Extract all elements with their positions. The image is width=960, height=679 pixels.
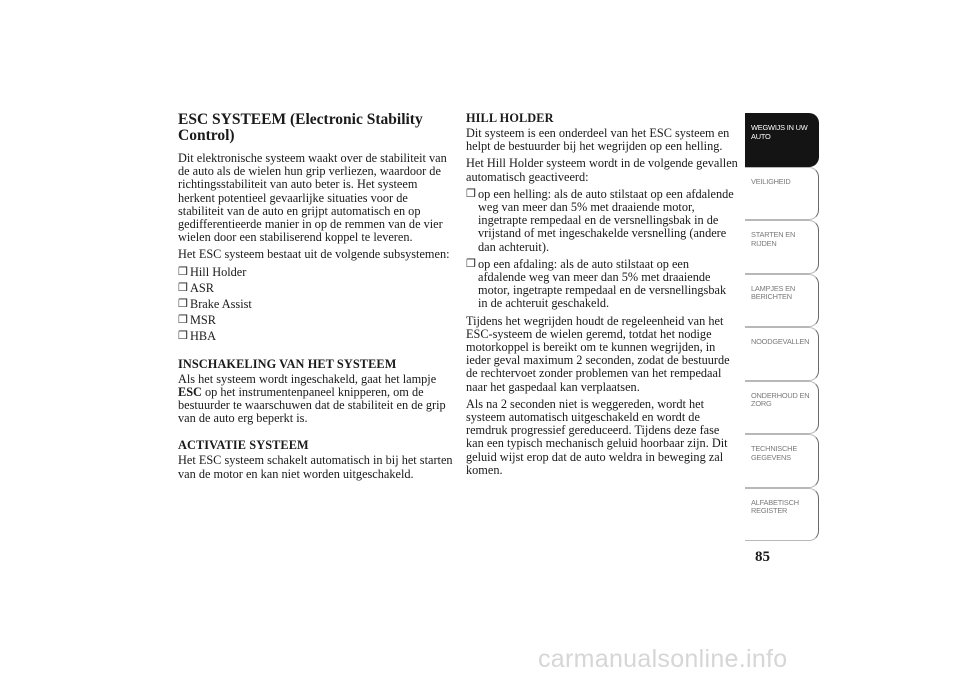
watermark: carmanualsonline.info	[538, 645, 788, 673]
checkbox-bullet-icon: ❒	[466, 257, 476, 270]
esc-lamp-label: ESC	[178, 384, 202, 399]
list-item: ❒ MSR	[178, 313, 216, 328]
chapter-tabs	[745, 113, 819, 541]
checkbox-bullet-icon: ❒	[178, 314, 188, 327]
tab-noodgevallen[interactable]: NOODGEVALLEN	[745, 327, 819, 381]
right-column	[466, 112, 738, 481]
left-column	[178, 112, 456, 485]
list-item: ❒ op een helling: als de auto stilstaat op een afdalende weg van meer dan 5% met draaiende motor, ingetrapte rempedaal en de versnellingsbak in de vrijstand of met ingeschakelde versnelling (andere dan achteruit).	[466, 186, 734, 254]
page-number: 85	[755, 549, 770, 565]
tab-veiligheid[interactable]: VEILIGHEID	[745, 167, 819, 221]
tab-lampjes-en-berichten[interactable]: LAMPJES EN BERICHTEN	[745, 274, 819, 328]
inschakeling-paragraph: Als het systeem wordt ingeschakeld, gaat het lampje ESC op het instrumentenpaneel knipperen, om de bestuurder te waarschuwen dat de stabiliteit en de grip van de auto erg beperkt is.	[178, 371, 446, 426]
hill-holder-paragraph-1: Dit systeem is een onderdeel van het ESC systeem en helpt de bestuurder bij het wegrijden op een helling.	[466, 126, 730, 154]
section-title-esc: ESC SYSTEEM (Electronic Stability Control)	[178, 111, 423, 144]
checkbox-bullet-icon: ❒	[466, 187, 476, 200]
activation-cases-list	[466, 188, 738, 311]
heading-activatie: ACTIVATIE SYSTEEM	[178, 438, 309, 453]
esc-intro-paragraph: Dit elektronische systeem waakt over de stabiliteit van de auto als de wielen hun grip verliezen, waardoor de richtingsstabiliteit van auto beter is. Het systeem herkent potentieel gevaarlijke situaties voor de stabiliteit van de auto en grijpt automatisch en op gedifferentieerde manier in op de remmen van de vier wielen door een stabiliserend koppel te leveren.	[178, 151, 447, 245]
list-item: ❒ Brake Assist	[178, 297, 252, 312]
subsystems-list	[178, 266, 456, 344]
list-item: ❒ HBA	[178, 329, 216, 344]
hill-holder-paragraph-4: Als na 2 seconden niet is weggereden, wordt het systeem automatisch uitgeschakeld en wordt de remdruk progressief gereduceerd. Tijdens deze fase kan een typisch mechanisch geluid hoorbaar zijn. Dit geluid wijst erop dat de auto weldra in beweging zal komen.	[466, 396, 728, 477]
hill-holder-paragraph-3: Tijdens het wegrijden houdt de regeleenheid van het ESC-systeem de wielen geremd, totdat het nodige motorkoppel is bereikt om te kunnen wegrijden, in ieder geval maximum 2 seconden, zodat de bestuurde de rechtervoet zonder problemen van het rempedaal naar het gaspedaal kan verplaatsen.	[466, 313, 730, 394]
hill-holder-paragraph-2: Het Hill Holder systeem wordt in de volgende gevallen automatisch geactiveerd:	[466, 156, 738, 184]
tab-starten-en-rijden[interactable]: STARTEN EN RIJDEN	[745, 220, 819, 274]
checkbox-bullet-icon: ❒	[178, 281, 188, 294]
activatie-paragraph: Het ESC systeem schakelt automatisch in bij het starten van de motor en kan niet worden uitgeschakeld.	[178, 453, 453, 481]
heading-inschakeling: INSCHAKELING VAN HET SYSTEEM	[178, 356, 397, 371]
heading-hill-holder: HILL HOLDER	[466, 111, 554, 125]
checkbox-bullet-icon: ❒	[178, 330, 188, 343]
tab-wegwijs-in-uw-auto[interactable]: WEGWIJS IN UW AUTO	[745, 113, 819, 167]
list-item: ❒ Hill Holder	[178, 264, 247, 279]
tab-technische-gegevens[interactable]: TECHNISCHE GEGEVENS	[745, 434, 819, 488]
checkbox-bullet-icon: ❒	[178, 265, 188, 278]
list-item: ❒ op een afdaling: als de auto stilstaat op een afdalende weg van meer dan 5% met draaiende motor, ingetrapte rempedaal en de versnellingsbak in de achteruit geschakeld.	[466, 256, 727, 311]
tab-alfabetisch-register[interactable]: ALFABETISCH REGISTER	[745, 488, 819, 542]
list-item: ❒ ASR	[178, 280, 214, 295]
tab-onderhoud-en-zorg[interactable]: ONDERHOUD EN ZORG	[745, 381, 819, 435]
checkbox-bullet-icon: ❒	[178, 298, 188, 311]
subsystems-intro: Het ESC systeem bestaat uit de volgende subsystemen:	[178, 247, 450, 262]
